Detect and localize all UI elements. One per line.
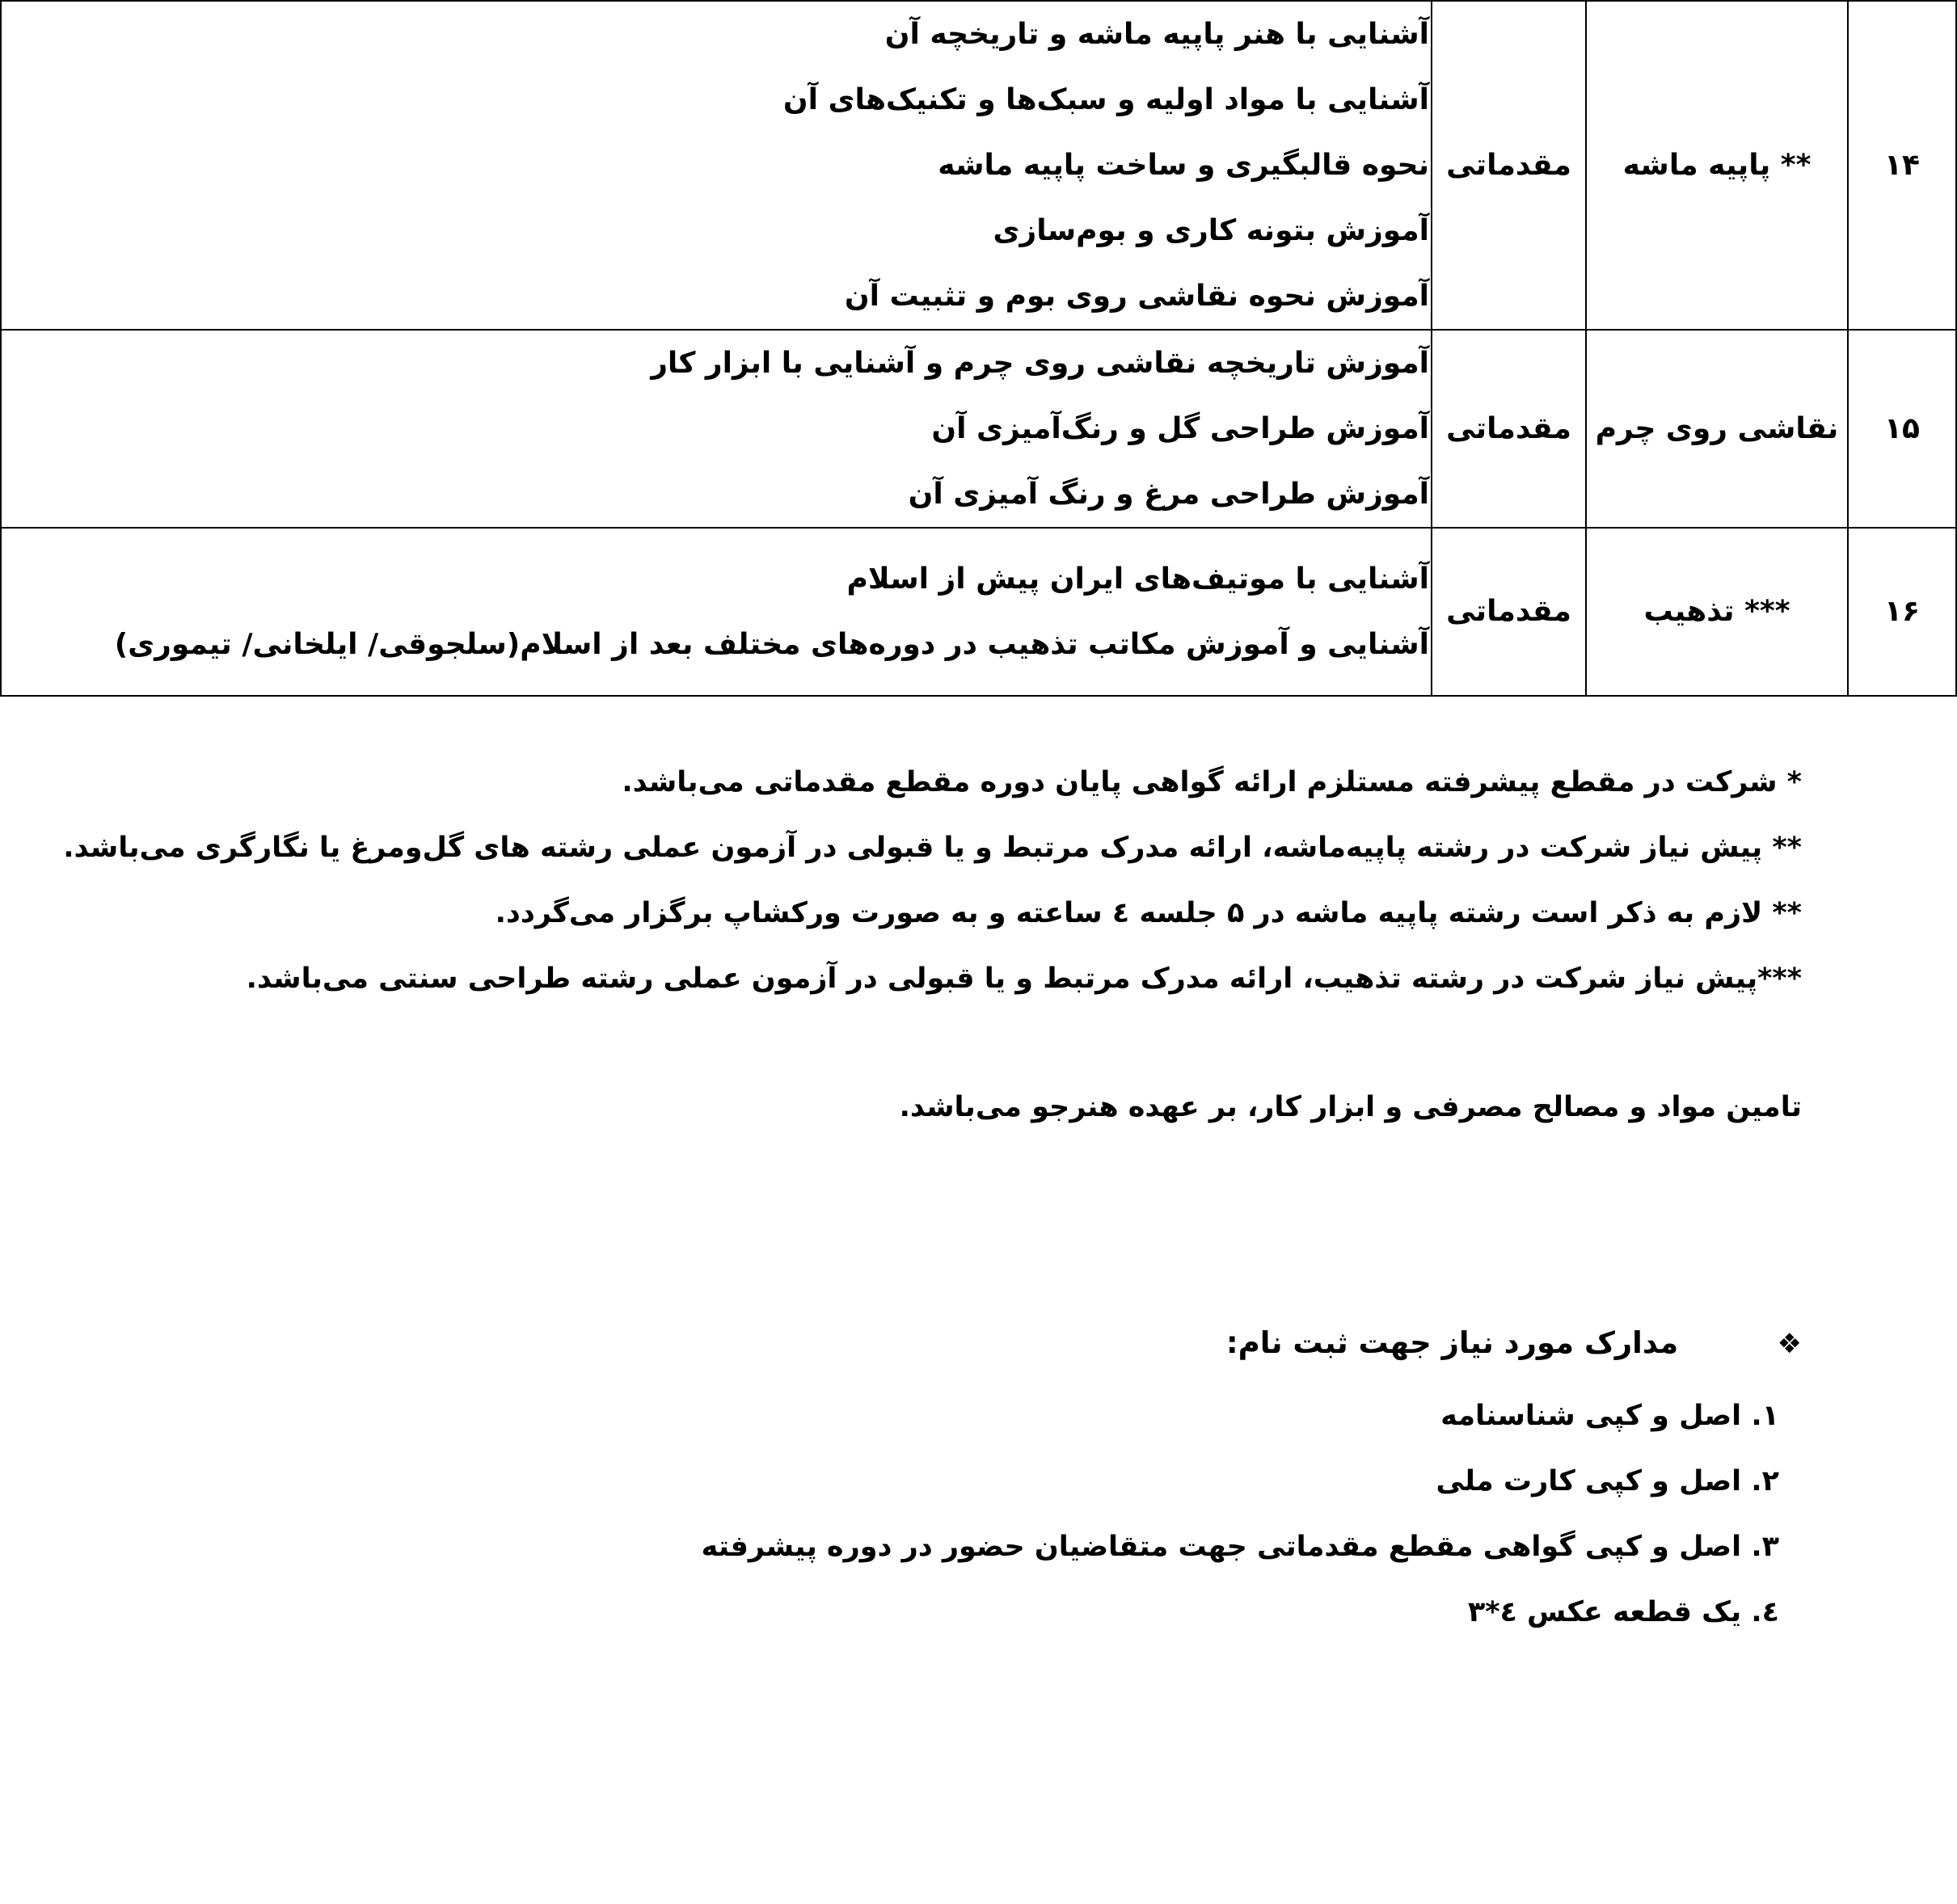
course-topic: نحوه قالبگیری و ساخت پاپیه ماشه	[938, 149, 1429, 182]
course-topic: آموزش طراحی مرغ و رنگ آمیزی آن	[908, 478, 1429, 511]
course-topic: آشنایی با هنر پاپیه ماشه و تاریخچه آن	[884, 18, 1429, 51]
course-topic: آشنایی و آموزش مکاتب تذهیب در دوره‌های مختلف بعد از اسلام(سلجوقی/ ایلخانی/ تیموری)	[114, 628, 1429, 661]
course-number: ۱۴	[1848, 1, 1956, 330]
course-topics	[1, 528, 1432, 696]
course-topics	[1, 1, 1432, 330]
course-row	[1, 330, 1956, 528]
document-item: ۱. اصل و کپی شناسنامه	[1440, 1400, 1779, 1432]
course-topic: آموزش بتونه کاری و بوم‌سازی	[993, 214, 1429, 247]
course-row	[1, 528, 1956, 696]
course-topic: آشنایی با مواد اولیه و سبک‌ها و تکنیک‌های آن	[782, 83, 1429, 116]
footnote: ** لازم به ذکر است رشته پاپیه ماشه در ۵ جلسه ٤ ساعته و به صورت ورکشاپ برگزار می‌گردد.	[495, 897, 1802, 929]
course-topic: آشنایی با موتیف‌های ایران پیش از اسلام	[846, 562, 1429, 596]
documents-heading	[913, 1319, 1802, 1368]
course-level: مقدماتی	[1432, 1, 1586, 330]
footnote: ** پیش نیاز شرکت در رشته پاپیه‌ماشه، ارائه مدرک مرتبط و یا قبولی در آزمون عملی رشته های گل‌ومرغ یا نگارگری می‌باشد.	[63, 832, 1802, 864]
footnotes	[63, 758, 1802, 1020]
course-name: نقاشی روی چرم	[1586, 330, 1848, 528]
course-topic: آموزش نحوه نقاشی روی بوم و تثبیت آن	[844, 280, 1429, 313]
documents-list	[701, 1392, 1779, 1653]
course-number: ۱۶	[1848, 528, 1956, 696]
document-item: ۳. اصل و کپی گواهی مقطع مقدماتی جهت متقاضیان حضور در دوره پیشرفته	[701, 1531, 1779, 1563]
course-row	[1, 1, 1956, 330]
courses-table	[0, 0, 1957, 697]
course-level: مقدماتی	[1432, 330, 1586, 528]
diamond-bullet-icon: ❖	[1777, 1328, 1802, 1360]
course-topic: آموزش تاریخچه نقاشی روی چرم و آشنایی با ابزار کار	[651, 347, 1429, 380]
documents-heading-text: مدارک مورد نیاز جهت ثبت نام:	[1225, 1325, 1679, 1360]
course-name: ** پاپیه ماشه	[1586, 1, 1848, 330]
course-level: مقدماتی	[1432, 528, 1586, 696]
course-number: ۱۵	[1848, 330, 1956, 528]
course-topics	[1, 330, 1432, 528]
supply-note: تامین مواد و مصالح مصرفی و ابزار کار، بر عهده هنرجو می‌باشد.	[899, 1091, 1802, 1123]
course-topic: آموزش طراحی گل و رنگ‌آمیزی آن	[931, 412, 1429, 445]
footnote: ***پیش نیاز شرکت در رشته تذهیب، ارائه مدرک مرتبط و یا قبولی در آزمون عملی رشته طراحی سنتی می‌باشد.	[246, 963, 1802, 995]
document-item: ٤. یک قطعه عکس ٤*۳	[1467, 1596, 1779, 1628]
document-item: ۲. اصل و کپی کارت ملی	[1436, 1465, 1779, 1498]
course-name: *** تذهیب	[1586, 528, 1848, 696]
footnote: * شرکت در مقطع پیشرفته مستلزم ارائه گواهی پایان دوره مقطع مقدماتی می‌باشد.	[622, 766, 1802, 798]
